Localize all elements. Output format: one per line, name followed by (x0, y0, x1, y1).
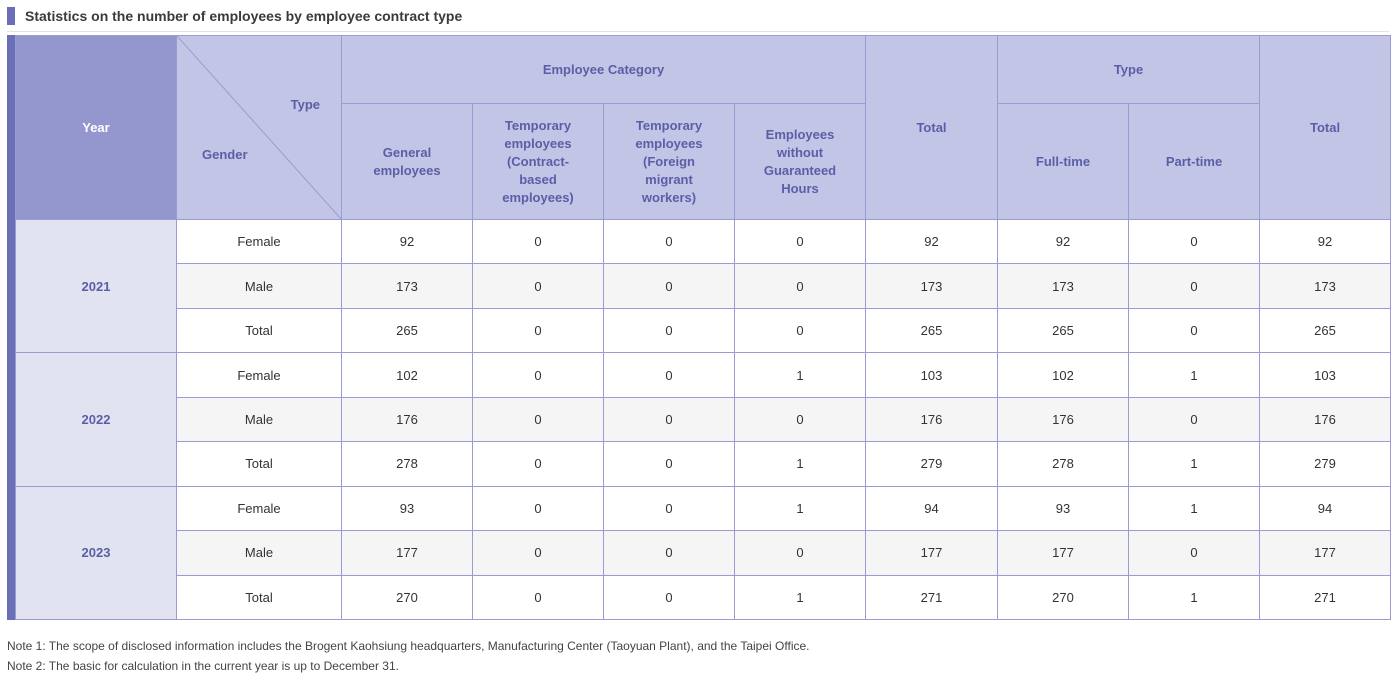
value-cell: 173 (866, 264, 998, 308)
type-gender-header (177, 36, 342, 220)
temp-contract-header: Temporary employees (Contract-based employees) (473, 104, 604, 220)
value-cell: 265 (1260, 308, 1391, 352)
value-cell: 271 (1260, 575, 1391, 620)
gender-cell: Male (177, 397, 342, 441)
value-cell: 176 (866, 397, 998, 441)
table-row (16, 264, 1391, 308)
value-cell: 0 (735, 397, 866, 441)
value-cell: 0 (604, 353, 735, 397)
diagonal-line (177, 36, 342, 220)
value-cell: 1 (735, 442, 866, 486)
table-row (16, 353, 1391, 397)
value-cell: 94 (1260, 486, 1391, 530)
value-cell: 0 (735, 264, 866, 308)
year-cell: 2022 (16, 353, 177, 486)
value-cell: 0 (473, 442, 604, 486)
value-cell: 0 (1129, 531, 1260, 575)
gender-cell: Female (177, 486, 342, 530)
title-divider (7, 31, 1389, 32)
gender-cell: Male (177, 264, 342, 308)
part-time-header: Part-time (1129, 104, 1260, 220)
value-cell: 0 (1129, 308, 1260, 352)
value-cell: 173 (342, 264, 473, 308)
type-group-header: Type (998, 36, 1260, 104)
employee-table-container (7, 35, 1390, 620)
year-cell: 2023 (16, 486, 177, 619)
table-row (16, 397, 1391, 441)
value-cell: 271 (866, 575, 998, 620)
value-cell: 0 (473, 264, 604, 308)
value-cell: 173 (998, 264, 1129, 308)
value-cell: 177 (866, 531, 998, 575)
value-cell: 0 (604, 308, 735, 352)
value-cell: 265 (866, 308, 998, 352)
value-cell: 279 (866, 442, 998, 486)
value-cell: 103 (1260, 353, 1391, 397)
value-cell: 94 (866, 486, 998, 530)
total-header-2: Total (1260, 36, 1391, 220)
value-cell: 1 (735, 575, 866, 620)
value-cell: 102 (342, 353, 473, 397)
value-cell: 177 (342, 531, 473, 575)
value-cell: 0 (1129, 220, 1260, 264)
gender-cell: Female (177, 353, 342, 397)
table-row (16, 486, 1391, 530)
gender-cell: Male (177, 531, 342, 575)
value-cell: 0 (604, 486, 735, 530)
gender-cell: Total (177, 308, 342, 352)
employee-contract-table (15, 35, 1391, 620)
value-cell: 270 (342, 575, 473, 620)
gender-cell: Total (177, 442, 342, 486)
title-accent-bar (7, 7, 15, 25)
value-cell: 0 (604, 531, 735, 575)
value-cell: 0 (604, 442, 735, 486)
value-cell: 1 (1129, 486, 1260, 530)
value-cell: 93 (342, 486, 473, 530)
type-label: Type (290, 97, 320, 112)
value-cell: 278 (342, 442, 473, 486)
value-cell: 0 (473, 575, 604, 620)
gender-cell: Female (177, 220, 342, 264)
gender-cell: Total (177, 575, 342, 620)
value-cell: 0 (604, 264, 735, 308)
value-cell: 92 (1260, 220, 1391, 264)
value-cell: 0 (1129, 397, 1260, 441)
value-cell: 0 (1129, 264, 1260, 308)
value-cell: 176 (342, 397, 473, 441)
value-cell: 1 (1129, 575, 1260, 620)
value-cell: 0 (735, 308, 866, 352)
no-guaranteed-hours-header: Employees without Guaranteed Hours (735, 104, 866, 220)
value-cell: 265 (342, 308, 473, 352)
value-cell: 0 (604, 220, 735, 264)
value-cell: 0 (604, 575, 735, 620)
page-title: Statistics on the number of employees by employee contract type (25, 8, 463, 24)
table-row (16, 531, 1391, 575)
table-row (16, 442, 1391, 486)
value-cell: 176 (1260, 397, 1391, 441)
table-row (16, 575, 1391, 620)
section-title (7, 7, 462, 25)
value-cell: 0 (473, 486, 604, 530)
value-cell: 1 (735, 353, 866, 397)
table-body (16, 220, 1391, 620)
employee-category-header: Employee Category (342, 36, 866, 104)
value-cell: 177 (1260, 531, 1391, 575)
notes (7, 636, 810, 676)
table-row (16, 220, 1391, 264)
note-2: Note 2: The basic for calculation in the current year is up to December 31. (7, 659, 399, 673)
value-cell: 1 (1129, 353, 1260, 397)
value-cell: 270 (998, 575, 1129, 620)
value-cell: 279 (1260, 442, 1391, 486)
value-cell: 93 (998, 486, 1129, 530)
value-cell: 0 (604, 397, 735, 441)
temp-foreign-header: Temporary employees (Foreign migrant workers) (604, 104, 735, 220)
value-cell: 0 (473, 220, 604, 264)
value-cell: 102 (998, 353, 1129, 397)
value-cell: 1 (1129, 442, 1260, 486)
full-time-header: Full-time (998, 104, 1129, 220)
value-cell: 0 (473, 353, 604, 397)
value-cell: 92 (342, 220, 473, 264)
value-cell: 103 (866, 353, 998, 397)
value-cell: 278 (998, 442, 1129, 486)
value-cell: 0 (735, 531, 866, 575)
year-cell: 2021 (16, 220, 177, 353)
value-cell: 177 (998, 531, 1129, 575)
value-cell: 0 (473, 308, 604, 352)
note-1: Note 1: The scope of disclosed information includes the Brogent Kaohsiung headquarters, Manufacturing Center (Taoyuan Plant), and the Taipei Office. (7, 639, 810, 653)
general-employees-header: General employees (342, 104, 473, 220)
value-cell: 1 (735, 486, 866, 530)
value-cell: 265 (998, 308, 1129, 352)
value-cell: 176 (998, 397, 1129, 441)
value-cell: 173 (1260, 264, 1391, 308)
value-cell: 0 (473, 397, 604, 441)
table-row (16, 308, 1391, 352)
value-cell: 0 (473, 531, 604, 575)
value-cell: 0 (735, 220, 866, 264)
value-cell: 92 (866, 220, 998, 264)
gender-label: Gender (202, 147, 248, 162)
value-cell: 92 (998, 220, 1129, 264)
year-header: Year (16, 36, 177, 220)
total-header-1: Total (866, 36, 998, 220)
